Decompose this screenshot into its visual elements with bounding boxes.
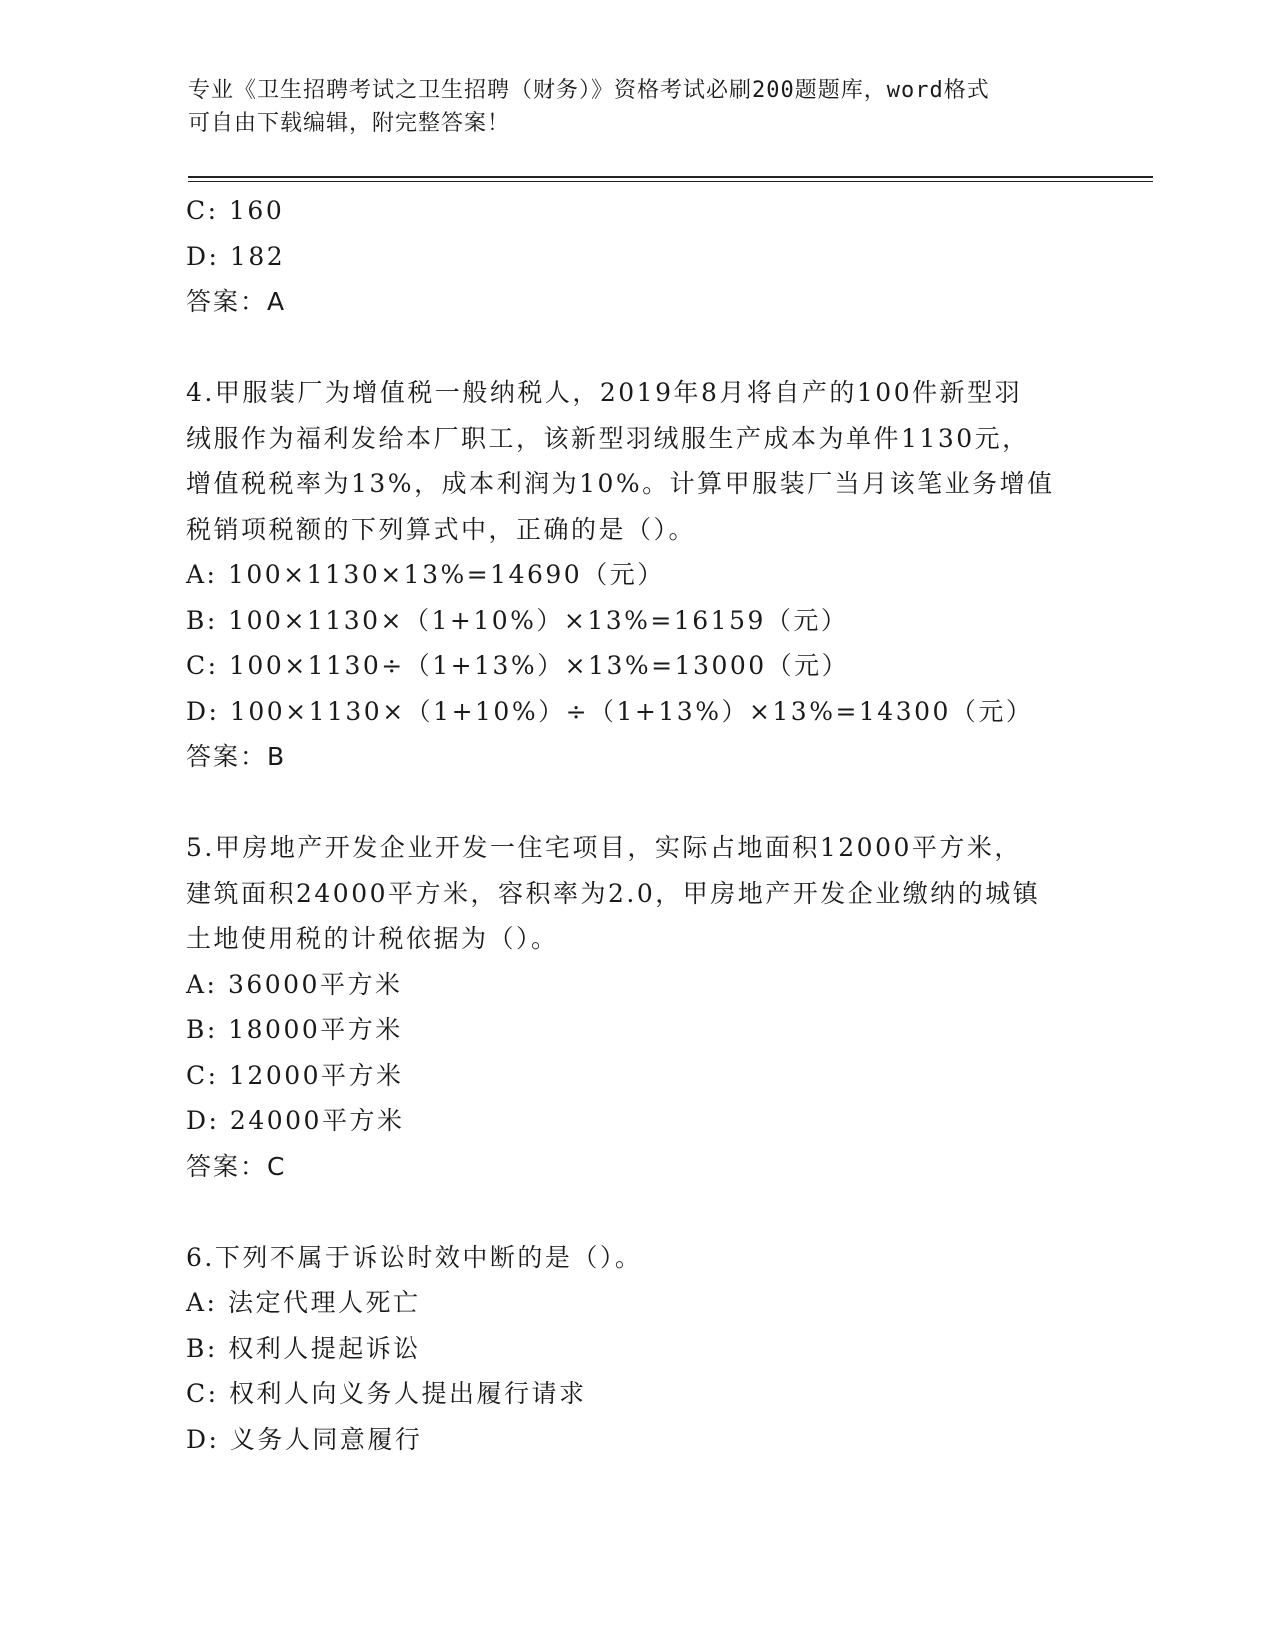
option-label: A: [186,969,218,999]
option-c [186,643,1086,689]
answer-line: 答案：B [186,742,287,771]
option-c [186,188,1086,234]
option-text: 义务人同意履行 [229,1424,423,1454]
option-a [186,552,1086,598]
option-label: C: [186,1060,219,1090]
option-label: B: [186,1333,218,1363]
option-label: B: [186,605,218,635]
page-header [188,74,1068,140]
option-text: 权利人向义务人提出履行请求 [229,1379,587,1408]
option-d [186,1417,1086,1463]
option-b [186,1007,1086,1053]
option-label: D: [186,1424,220,1454]
option-c [186,1371,1086,1417]
option-c [186,1053,1086,1099]
option-label: C: [186,651,219,680]
header-title-line-1: 专业《卫生招聘考试之卫生招聘（财务）》资格考试必刷200题题库，word格式 [188,78,990,103]
option-text: 100×1130×13%=14690（元） [227,560,665,589]
option-text: 182 [229,241,286,271]
question-stem-line: 增值税税率为13%，成本利润为10%。计算甲服装厂当月该笔业务增值 [186,469,1055,498]
spacer [186,1189,1086,1235]
header-divider-thick [188,176,1153,178]
option-text: 100×1130÷（1+13%）×13%=13000（元） [229,651,850,680]
question-stem-line: 4.甲服装厂为增值税一般纳税人，2019年8月将自产的100件新型羽 [186,378,1023,407]
question-stem-line: 税销项税额的下列算式中，正确的是（）。 [186,514,697,544]
option-label: D: [186,241,220,271]
question-stem-line: 土地使用税的计税依据为（）。 [186,924,559,953]
spacer [186,325,1086,371]
option-a [186,962,1086,1008]
option-label: D: [186,696,220,726]
option-text: 法定代理人死亡 [227,1288,421,1317]
question-6 [186,1235,1086,1463]
question-stem-line: 绒服作为福利发给本厂职工，该新型羽绒服生产成本为单件1130元， [186,423,1030,453]
answer-line: 答案：A [186,287,287,316]
question-fragment-3 [186,188,1086,325]
option-label: B: [186,1015,218,1044]
option-label: A: [186,560,218,589]
answer-line: 答案：C [186,1151,287,1181]
question-5 [186,825,1086,1189]
question-stem-line: 6.下列不属于诉讼时效中断的是（）。 [186,1242,643,1272]
option-text: 权利人提起诉讼 [228,1333,421,1363]
spacer [186,780,1086,826]
option-d [186,1098,1086,1144]
question-stem-line: 建筑面积24000平方米，容积率为2.0，甲房地产开发企业缴纳的城镇 [186,878,1041,908]
option-text: 12000平方米 [229,1060,404,1090]
option-b [186,598,1086,644]
option-label: D: [186,1106,220,1135]
option-d [186,689,1086,735]
option-label: A: [186,1288,218,1317]
option-text: 160 [229,196,285,225]
option-a [186,1280,1086,1326]
question-4 [186,370,1086,780]
option-b [186,1326,1086,1372]
option-text: 100×1130×（1+10%）×13%=16159（元） [228,605,849,635]
document-body [186,188,1086,1462]
option-text: 18000平方米 [228,1015,403,1044]
option-text: 100×1130×（1+10%）÷（1+13%）×13%=14300（元） [229,696,1034,726]
option-label: C: [186,1379,219,1408]
header-title-line-2: 可自由下载编辑，附完整答案！ [188,111,511,136]
header-divider-thin [188,181,1153,182]
option-d [186,234,1086,280]
option-text: 24000平方米 [229,1106,405,1135]
question-stem-line: 5.甲房地产开发企业开发一住宅项目，实际占地面积12000平方米， [186,833,1022,862]
option-text: 36000平方米 [227,969,403,999]
option-label: C: [186,196,219,225]
